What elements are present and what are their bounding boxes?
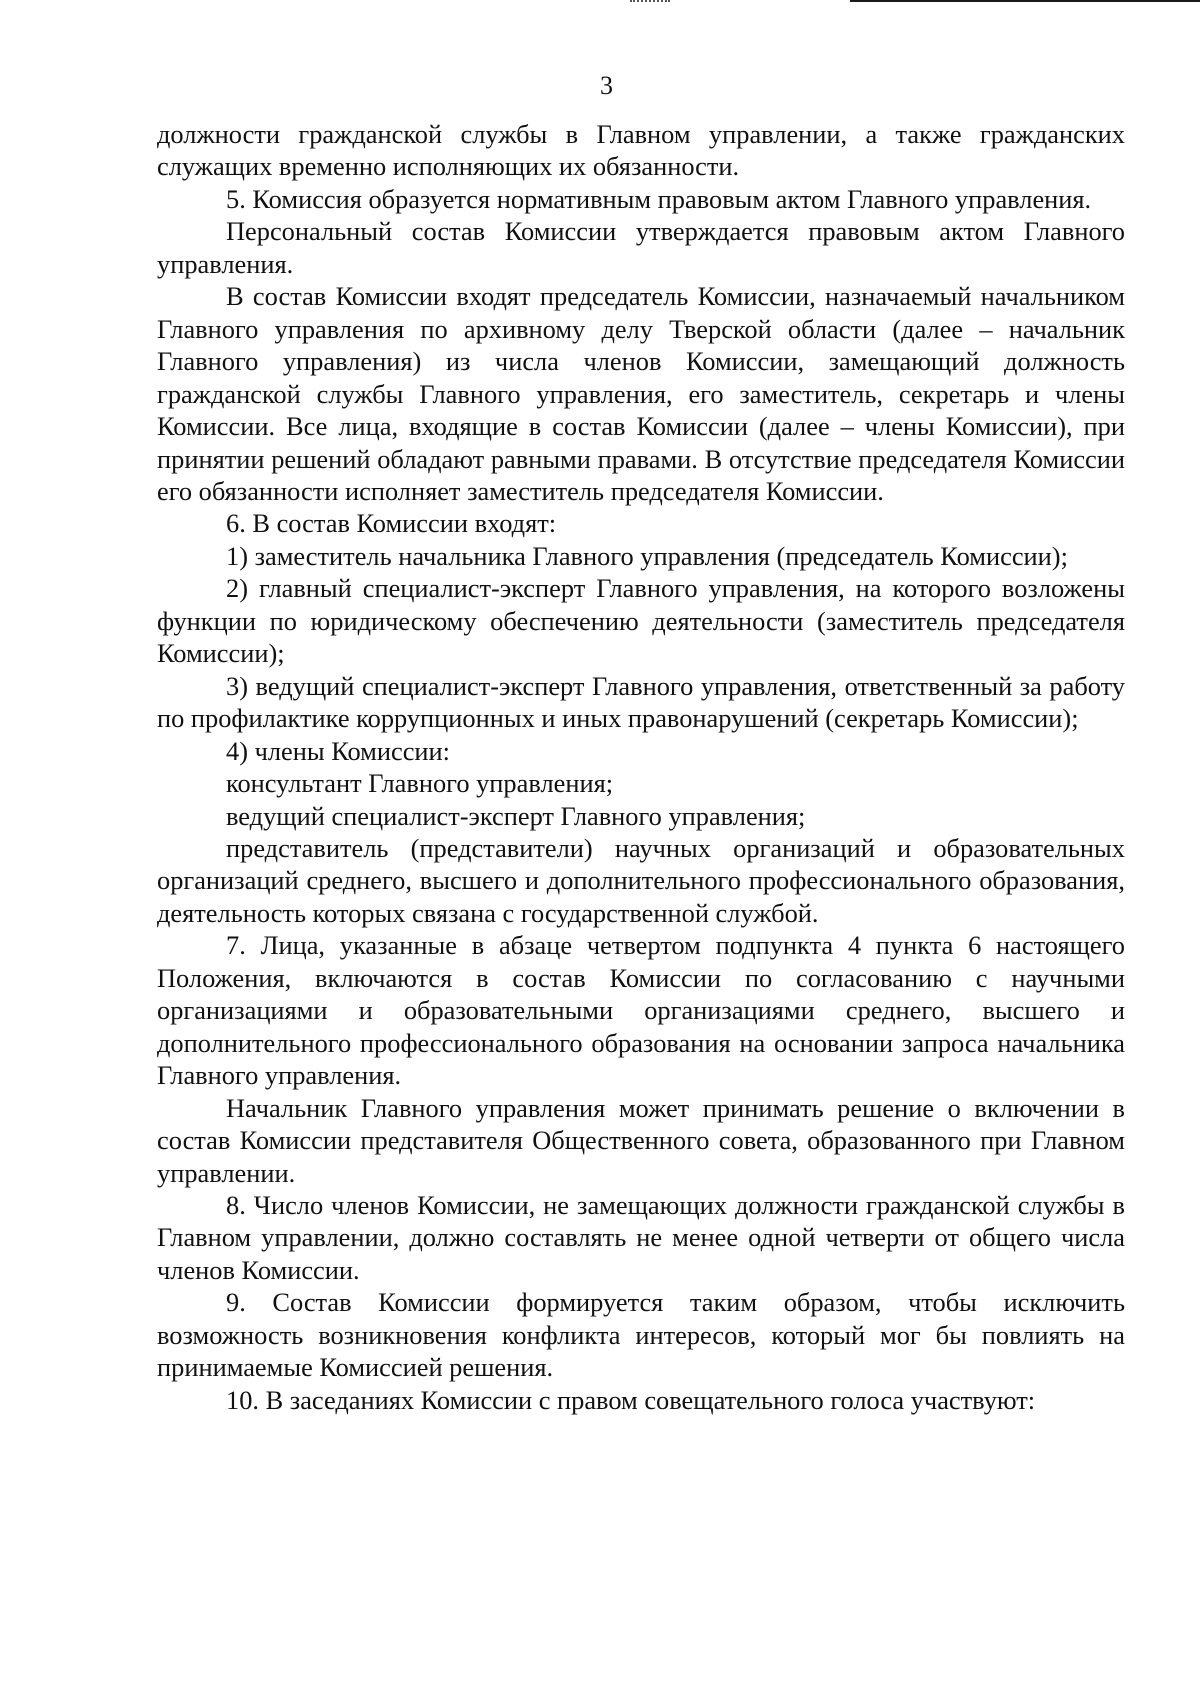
paragraph: В состав Комиссии входят председатель Комиссии, назначаемый начальником Главного управления по архивному делу Тверской области (далее – начальник Главного управления) из числа членов Комиссии, замещающий должность гражданской службы Главного управления, его заместитель, секретарь и члены Комиссии. Все лица, входящие в состав Комиссии (далее – члены Комиссии), при принятии решений обладают равными правами. В отсутствие председателя Комиссии его обязанности исполняет заместитель председателя Комиссии.: [157, 281, 1125, 506]
paragraph: 8. Число членов Комиссии, не замещающих должности гражданской службы в Главном управлении, должно составлять не менее одной четверти от общего числа членов Комиссии.: [157, 1189, 1125, 1285]
paragraph: 9. Состав Комиссии формируется таким образом, чтобы исключить возможность возникновения конфликта интересов, который мог бы повлиять на принимаемые Комиссией решения.: [157, 1287, 1125, 1383]
page-number: 3: [600, 71, 613, 100]
paragraph: консультант Главного управления;: [226, 768, 614, 799]
document-body: [157, 118, 1125, 1416]
paragraph: должности гражданской службы в Главном управлении, а также гражданских служащих временно исполняющих их обязанности.: [157, 119, 1125, 182]
paragraph: 2) главный специалист-эксперт Главного управления, на которого возложены функции по юридическому обеспечению деятельности (заместитель председателя Комиссии);: [157, 573, 1125, 669]
paragraph: 1) заместитель начальника Главного управления (председатель Комиссии);: [226, 540, 1068, 571]
paragraph: 5. Комиссия образуется нормативным правовым актом Главного управления.: [226, 183, 1092, 214]
paragraph: Персональный состав Комиссии утверждается правовым актом Главного управления.: [157, 216, 1125, 279]
scan-artifact-rule: [850, 0, 1200, 2]
paragraph: Начальник Главного управления может принимать решение о включении в состав Комиссии представителя Общественного совета, образованного при Главном управлении.: [157, 1092, 1125, 1188]
paragraph: ведущий специалист-эксперт Главного управления;: [226, 800, 806, 831]
scan-artifact-dots: [630, 0, 670, 4]
paragraph: 7. Лица, указанные в абзаце четвертом подпункта 4 пункта 6 настоящего Положения, включаются в состав Комиссии по согласованию с научными организациями и образовательными организациями среднего, высшего и дополнительного профессионального образования на основании запроса начальника Главного управления.: [157, 930, 1125, 1091]
paragraph: 3) ведущий специалист-эксперт Главного управления, ответственный за работу по профилактике коррупционных и иных правонарушений (секретарь Комиссии);: [157, 670, 1125, 734]
paragraph: 4) члены Комиссии:: [226, 735, 450, 766]
paragraph: представитель (представители) научных организаций и образовательных организаций среднего, высшего и дополнительного профессионального образования, деятельность которых связана с государственной службой.: [157, 832, 1125, 928]
paragraph: 6. В состав Комиссии входят:: [226, 508, 557, 539]
paragraph: 10. В заседаниях Комиссии с правом совещательного голоса участвуют:: [226, 1384, 1036, 1415]
